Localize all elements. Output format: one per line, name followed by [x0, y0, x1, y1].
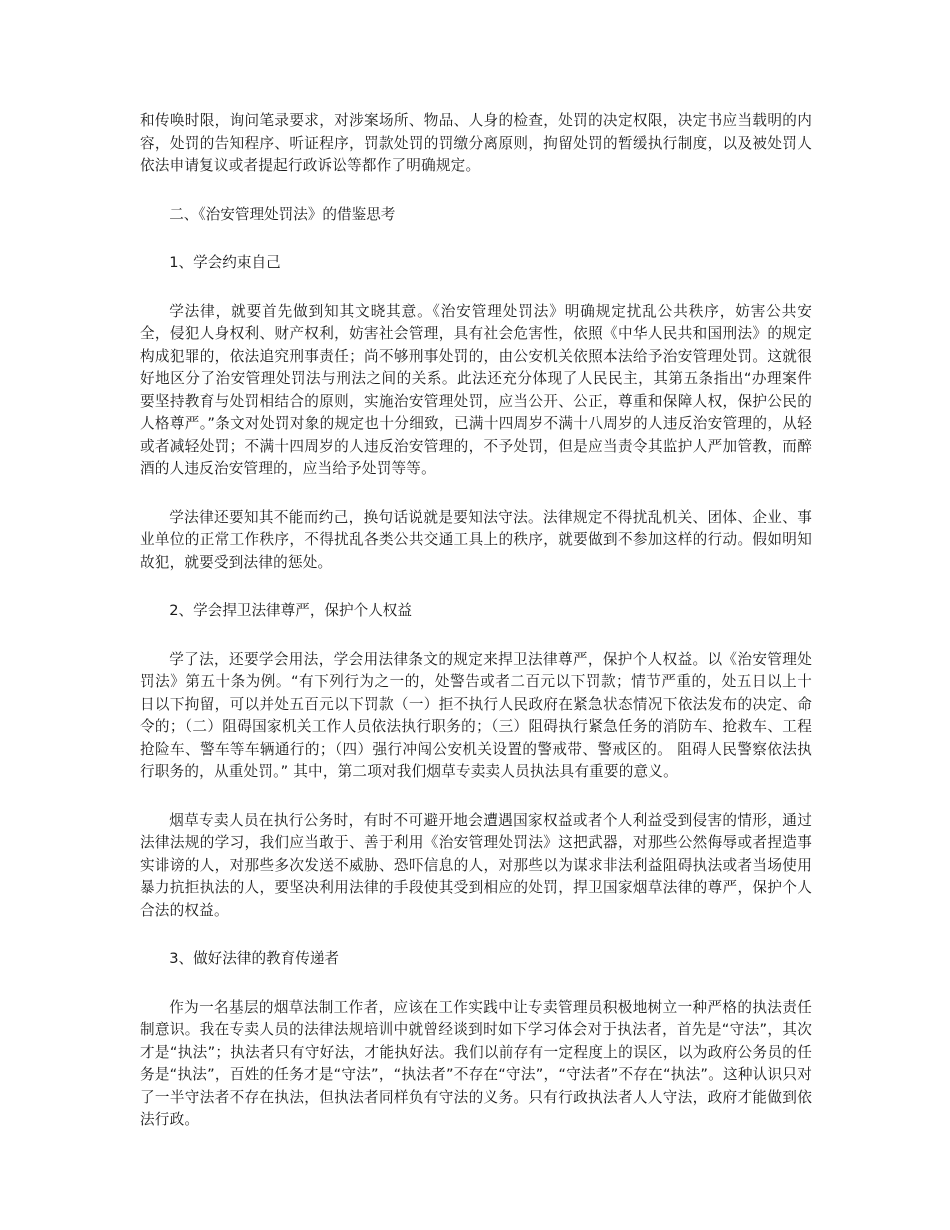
- section-two-heading: 二、《治安管理处罚法》的借鉴思考: [169, 205, 396, 223]
- paragraph-education: 作为一名基层的烟草法制工作者，应该在工作实践中让专卖管理员积极地树立一种严格的执法责任制意识。我在专卖人员的法律法规培训中就曾经谈到时如下学习体会对于执法者，首先是“守法”，其次才是“执法”；执法者只有守好法，才能执好法。我们以前存有一定程度上的误区，以为政府公务员的任务是“执法”，百姓的任务才是“守法”，“执法者”不存在“守法”，“守法者”不存在“执法”。这种认识只对了一半守法者不存在执法，但执法者同样负有守法的义务。只有行政执法者人人守法，政府才能做到依法行政。: [140, 998, 812, 1128]
- paragraph-article-fifty: 学了法，还要学会用法，学会用法律条文的规定来捍卫法律尊严，保护个人权益。以《治安管理处罚法》第五十条为例。“有下列行为之一的，处警告或者二百元以下罚款；情节严重的，处五日以上十日以下拘留，可以并处五百元以下罚款（一）拒不执行人民政府在紧急状态情况下依法发布的决定、命令的；（二）阻碍国家机关工作人员依法执行职务的；（三）阻碍执行紧急任务的消防车、抢救车、工程抢险车、警车等车辆通行的；（四）强行冲闯公安机关设置的警戒带、警戒区的。 阻碍人民警察依法执行职务的，从重处罚。” 其中，第二项对我们烟草专卖卖人员执法具有重要的意义。: [140, 650, 812, 780]
- paragraph-know-law: 学法律，就要首先做到知其文晓其意。《治安管理处罚法》明确规定扰乱公共秩序，妨害公共安全，侵犯人身权利、财产权利，妨害社会管理，具有社会危害性，依照《中华人民共和国刑法》的规定构成犯罪的，依法追究刑事责任；尚不够刑事处罚的，由公安机关依照本法给予治安管理处罚。这就很好地区分了治安管理处罚法与刑法之间的关系。此法还充分体现了人民民主，其第五条指出“办理案件要坚持教育与处罚相结合的原则，实施治安管理处罚，应当公开、公正，尊重和保障人权，保护公民的人格尊严。”条文对处罚对象的规定也十分细致，已满十四周岁不满十八周岁的人违反治安管理的，从轻或者减轻处罚；不满十四周岁的人违反治安管理的，不予处罚，但是应当责令其监护人严加管教，而醉酒的人违反治安管理的，应当给予处罚等等。: [140, 302, 812, 477]
- paragraph-obey-law: 学法律还要知其不能而约己，换句话说就是要知法守法。法律规定不得扰乱机关、团体、企业、事业单位的正常工作秩序，不得扰乱各类公共交通工具上的秩序，就要做到不参加这样的行动。假如明知故犯，就要受到法律的惩处。: [140, 508, 812, 571]
- subsection-one-heading: 1、学会约束自己: [169, 254, 281, 271]
- paragraph-tobacco-enforcement: 烟草专卖人员在执行公务时，有时不可避开地会遭遇国家权益或者个人利益受到侵害的情形，通过法律法规的学习，我们应当敢于、善于利用《治安管理处罚法》这把武器，对那些公然侮辱或者捏造事实诽谤的人，对那些多次发送不威胁、恐吓信息的人，对那些以为谋求非法利益阻碍执法或者当场使用暴力抗拒执法的人，要坚决利用法律的手段使其受到相应的处罚，捍卫国家烟草法律的尊严，保护个人合法的权益。: [140, 811, 812, 919]
- intro-continuation-paragraph: 和传唤时限，询问笔录要求，对涉案场所、物品、人身的检查，处罚的决定权限，决定书应当载明的内容，处罚的告知程序、听证程序，罚款处罚的罚缴分离原则，拘留处罚的暂缓执行制度，以及被处罚人依法申请复议或者提起行政诉讼等都作了明确规定。: [140, 112, 812, 174]
- subsection-three-heading: 3、做好法律的教育传递者: [169, 950, 340, 967]
- document-page: [140, 110, 812, 1132]
- subsection-two-heading: 2、学会捍卫法律尊严，保护个人权益: [169, 602, 412, 619]
